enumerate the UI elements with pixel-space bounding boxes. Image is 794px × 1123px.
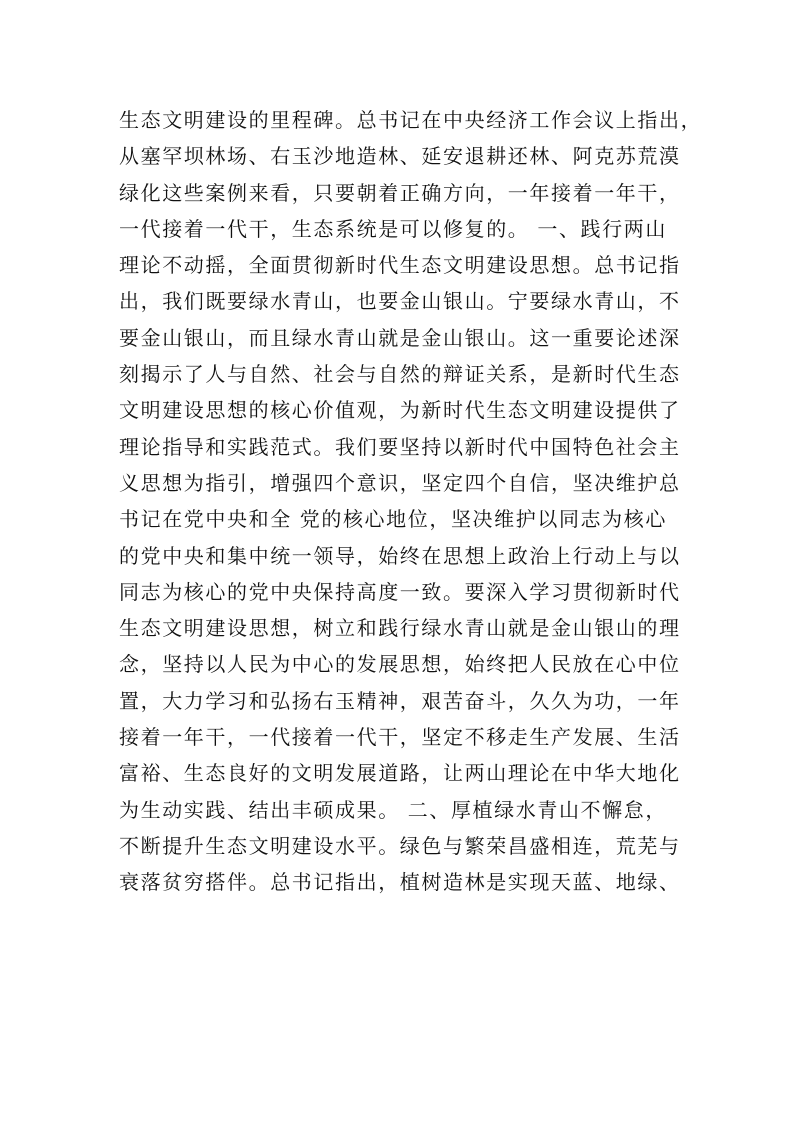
text-line: 不断提升生态文明建设水平。绿色与繁荣昌盛相连，荒芜与	[119, 833, 681, 858]
text-line: 接着一年干，一代接着一代干，坚定不移走生产发展、生活	[119, 725, 681, 750]
text-line: 置，大力学习和弘扬右玉精神，艰苦奋斗，久久为功，一年	[119, 688, 681, 713]
text-line: 义思想为指引，增强四个意识，坚定四个自信，坚决维护总	[119, 470, 681, 495]
text-line: 念，坚持以人民为中心的发展思想，始终把人民放在心中位	[119, 652, 681, 677]
text-line: 生态文明建设的里程碑。总书记在中央经济工作会议上指出，	[119, 108, 703, 132]
text-line: 一代接着一代干，生态系统是可以修复的。 一、践行两山	[119, 216, 667, 241]
text-line: 文明建设思想的核心价值观，为新时代生态文明建设提供了	[119, 398, 681, 423]
text-line: 刻揭示了人与自然、社会与自然的辩证关系，是新时代生态	[119, 362, 681, 387]
text-line: 绿化这些案例来看，只要朝着正确方向，一年接着一年干，	[119, 180, 681, 205]
text-line: 同志为核心的党中央保持高度一致。要深入学习贯彻新时代	[119, 579, 681, 604]
text-line: 衰落贫穷搭伴。总书记指出，植树造林是实现天蓝、地绿、	[119, 870, 681, 895]
text-line: 书记在党中央和全 党的核心地位，坚决维护以同志为核心	[119, 507, 667, 532]
text-line: 为生动实践、结出丰硕成果。 二、厚植绿水青山不懈怠，	[119, 797, 667, 822]
text-line: 理论不动摇，全面贯彻新时代生态文明建设思想。总书记指	[119, 253, 681, 278]
body-text	[119, 102, 703, 901]
text-line: 理论指导和实践范式。我们要坚持以新时代中国特色社会主	[119, 434, 681, 459]
text-line: 的党中央和集中统一领导，始终在思想上政治上行动上与以	[119, 543, 681, 568]
text-line: 出，我们既要绿水青山，也要金山银山。宁要绿水青山，不	[119, 289, 681, 314]
text-line: 富裕、生态良好的文明发展道路，让两山理论在中华大地化	[119, 761, 681, 786]
text-line: 生态文明建设思想，树立和践行绿水青山就是金山银山的理	[119, 616, 681, 641]
text-line: 从塞罕坝林场、右玉沙地造林、延安退耕还林、阿克苏荒漠	[119, 144, 681, 169]
text-line: 要金山银山，而且绿水青山就是金山银山。这一重要论述深	[119, 325, 681, 350]
